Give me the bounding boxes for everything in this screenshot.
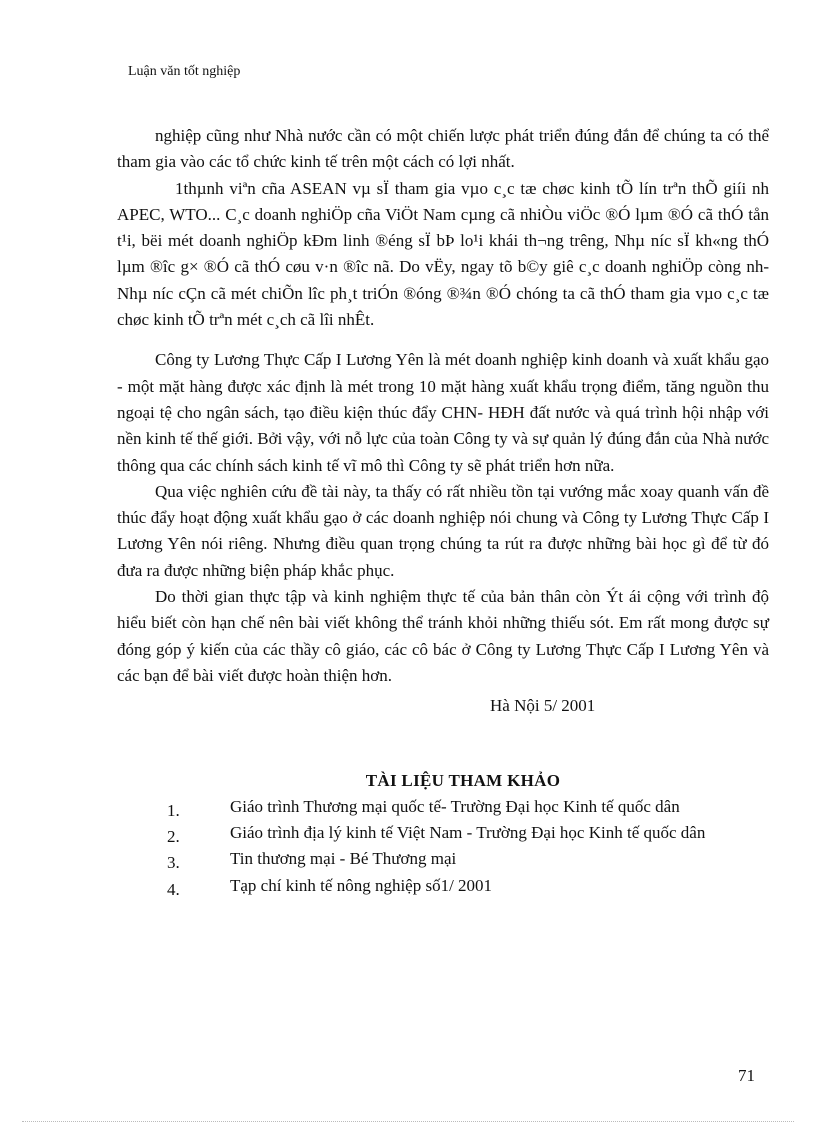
- reference-item: [117, 820, 769, 846]
- reference-number: 3.: [167, 853, 180, 873]
- paragraph-4: Qua việc nghiên cứu đề tài này, ta thấy có rất nhiều tồn tại vướng mắc xoay quanh vấn đề thúc đẩy hoạt động xuất khẩu gạo ở các doanh nghiệp nói chung và Công ty Lương Thực Cấp I Lương Yên nói riêng. Nhưng điều quan trọng chúng ta rút ra được những bài học gì để từ đó đưa ra được những biện pháp khắc phục.: [117, 481, 769, 580]
- paragraph-5: Do thời gian thực tập và kinh nghiệm thực tế của bản thân còn Ýt ái cộng với trình độ hiểu biết còn hạn chế nên bài viết không thể tránh khỏi những thiếu sót. Em rất mong được sự đóng góp ý kiến của các thầy cô giáo, các cô bác ở Công ty Lương Thực Cấp I Lương Yên và các bạn để bài viết được hoàn thiện hơn.: [117, 587, 769, 685]
- reference-item: [117, 873, 769, 899]
- paragraph-1: nghiệp cũng như Nhà nước cần có một chiến lược phát triển đúng đắn để chúng ta có thể tham gia vào các tổ chức kinh tế trên một cách có lợi nhất.: [117, 126, 769, 172]
- page-header: Luận văn tốt nghiệp: [128, 64, 241, 79]
- page-body: [117, 123, 769, 899]
- references-title: TÀI LIỆU THAM KHẢO: [365, 770, 561, 790]
- reference-number: 4.: [167, 879, 180, 899]
- reference-text: Tạp chí kinh tế nông nghiệp số1/ 2001: [230, 875, 493, 895]
- reference-text: Giáo trình Thương mại quốc tế- Trường Đại học Kinh tế quốc dân: [230, 796, 680, 816]
- signature-date: Hà Nội 5/ 2001: [490, 696, 596, 716]
- reference-text: Giáo trình địa lý kinh tế Việt Nam - Trường Đại học Kinh tế quốc dân: [230, 823, 706, 843]
- reference-item: [117, 846, 769, 872]
- reference-number: 1.: [167, 800, 180, 820]
- page-bottom-divider: [22, 1121, 794, 1122]
- page-number: 71: [738, 1066, 755, 1085]
- reference-item: [117, 794, 769, 820]
- reference-number: 2.: [167, 827, 180, 847]
- references-list: [117, 794, 769, 899]
- reference-text: Tin thương mại - Bé Thương mại: [230, 849, 457, 869]
- paragraph-3: Công ty Lương Thực Cấp I Lương Yên là mét doanh nghiệp kinh doanh và xuất khẩu gạo - một mặt hàng được xác định là mét trong 10 mặt hàng xuất khẩu trọng điểm, tăng nguồn thu ngoại tệ cho ngân sách, tạo điều kiện thúc đẩy CHN- HĐH đất nước và quá trình hội nhập với nền kinh tế thế giới. Bởi vậy, với nỗ lực của toàn Công ty và sự quản lý đúng đắn của Nhà nước thông qua các chính sách kinh tế vĩ mô thì Công ty sẽ phát triển hơn nữa.: [117, 350, 769, 475]
- paragraph-2: 1thµnh viªn cña ASEAN vµ sÏ tham gia vµo c¸c tæ chøc kinh tÕ lín trªn thÕ giíi nh APEC, WTO... C¸c doanh nghiÖp cña ViÖt Nam cµng cã nhiÒu viÖc ®Ó lµm ®Ó cã thÓ tån t¹i, bëi mét doanh nghiÖp kÐm linh ®éng sÏ bÞ lo¹i khái th¬ng trêng, Nhµ níc sÏ kh«ng thÓ lµm ®îc g× ®Ó cã thÓ cøu v·n ®îc nã. Do vËy, ngay tõ b©y giê c¸c doanh nghiÖp còng nh Nhµ níc cÇn cã mét chiÕn lîc ph¸t triÓn ®óng ®¾n ®Ó chóng ta cã thÓ tham gia vµo c¸c tæ chøc kinh tÕ trªn mét c¸ch cã lîi nhÊt.: [117, 178, 769, 330]
